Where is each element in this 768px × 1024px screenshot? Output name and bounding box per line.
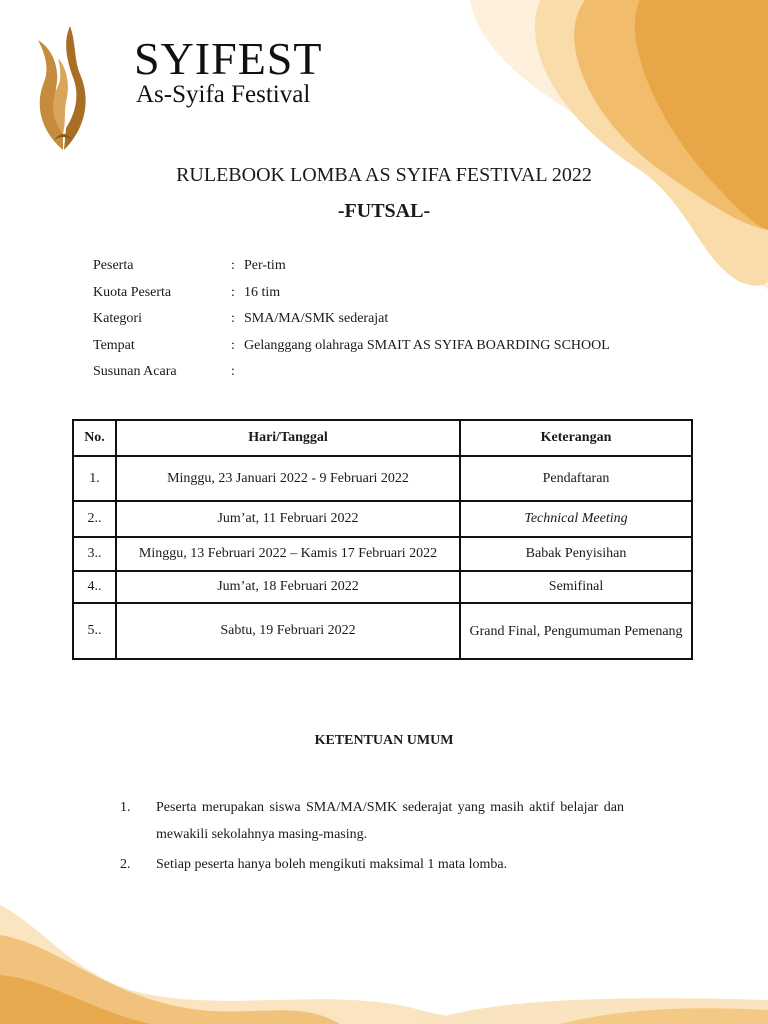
info-colon: : xyxy=(231,258,235,273)
row-description: Babak Penyisihan xyxy=(460,537,692,571)
list-item-text: Peserta merupakan siswa SMA/MA/SMK sederajat yang masih aktif belajar dan mewakili sekolahnya masing-masing. xyxy=(156,800,624,842)
table-row xyxy=(73,603,692,659)
list-item-number: 1. xyxy=(120,800,131,815)
document-subtitle: -FUTSAL- xyxy=(337,200,431,222)
info-row-kuota xyxy=(93,285,610,312)
list-item-number: 2. xyxy=(120,857,131,872)
list-item-text: Setiap peserta hanya boleh mengikuti maksimal 1 mata lomba. xyxy=(156,857,508,872)
row-description: Semifinal xyxy=(460,571,692,603)
info-row-susunan-acara xyxy=(93,364,610,391)
column-header-no: No. xyxy=(73,420,116,456)
row-date: Minggu, 13 Februari 2022 – Kamis 17 Februari 2022 xyxy=(116,537,460,571)
schedule-table xyxy=(72,419,693,660)
row-number: 2.. xyxy=(73,501,116,537)
info-label: Peserta xyxy=(93,258,134,273)
table-header-row xyxy=(73,420,692,456)
flame-logo-icon xyxy=(30,22,96,152)
info-label: Susunan Acara xyxy=(93,364,177,379)
row-date: Minggu, 23 Januari 2022 - 9 Februari 2022 xyxy=(116,456,460,501)
info-colon: : xyxy=(231,311,235,326)
info-label: Kuota Peserta xyxy=(93,284,172,300)
row-date: Jum’at, 18 Februari 2022 xyxy=(116,571,460,603)
column-header-description: Keterangan xyxy=(460,420,692,456)
info-label: Tempat xyxy=(93,337,135,353)
info-value: 16 tim xyxy=(244,284,281,300)
row-date: Sabtu, 19 Februari 2022 xyxy=(116,603,460,659)
row-number: 4.. xyxy=(73,571,116,603)
info-colon: : xyxy=(231,364,235,379)
table-row xyxy=(73,571,692,603)
row-description: Pendaftaran xyxy=(460,456,692,501)
row-number: 1. xyxy=(73,456,116,501)
table-row xyxy=(73,537,692,571)
info-value: Gelanggang olahraga SMAIT AS SYIFA BOARDING SCHOOL xyxy=(244,337,610,353)
info-label: Kategori xyxy=(93,311,142,326)
info-value: SMA/MA/SMK sederajat xyxy=(244,311,389,326)
brand-subtitle: As-Syifa Festival xyxy=(136,81,311,108)
column-header-date: Hari/Tanggal xyxy=(116,420,460,456)
event-info xyxy=(93,258,610,391)
row-description: Grand Final, Pengumuman Pemenang xyxy=(460,603,692,659)
info-colon: : xyxy=(231,284,235,300)
row-number: 3.. xyxy=(73,537,116,571)
section-title: KETENTUAN UMUM xyxy=(314,733,454,748)
info-colon: : xyxy=(231,337,235,353)
list-item xyxy=(120,851,624,878)
table-row xyxy=(73,456,692,501)
info-row-peserta xyxy=(93,258,610,285)
row-number: 5.. xyxy=(73,603,116,659)
info-row-kategori xyxy=(93,311,610,338)
info-row-tempat xyxy=(93,338,610,365)
rules-list xyxy=(120,794,624,881)
brand-title: SYIFEST xyxy=(134,33,323,84)
row-date: Jum’at, 11 Februari 2022 xyxy=(116,501,460,537)
document-title: RULEBOOK LOMBA AS SYIFA FESTIVAL 2022 xyxy=(176,164,592,186)
table-row xyxy=(73,501,692,537)
info-value: Per-tim xyxy=(244,258,286,273)
row-description: Technical Meeting xyxy=(460,501,692,537)
list-item xyxy=(120,794,624,848)
